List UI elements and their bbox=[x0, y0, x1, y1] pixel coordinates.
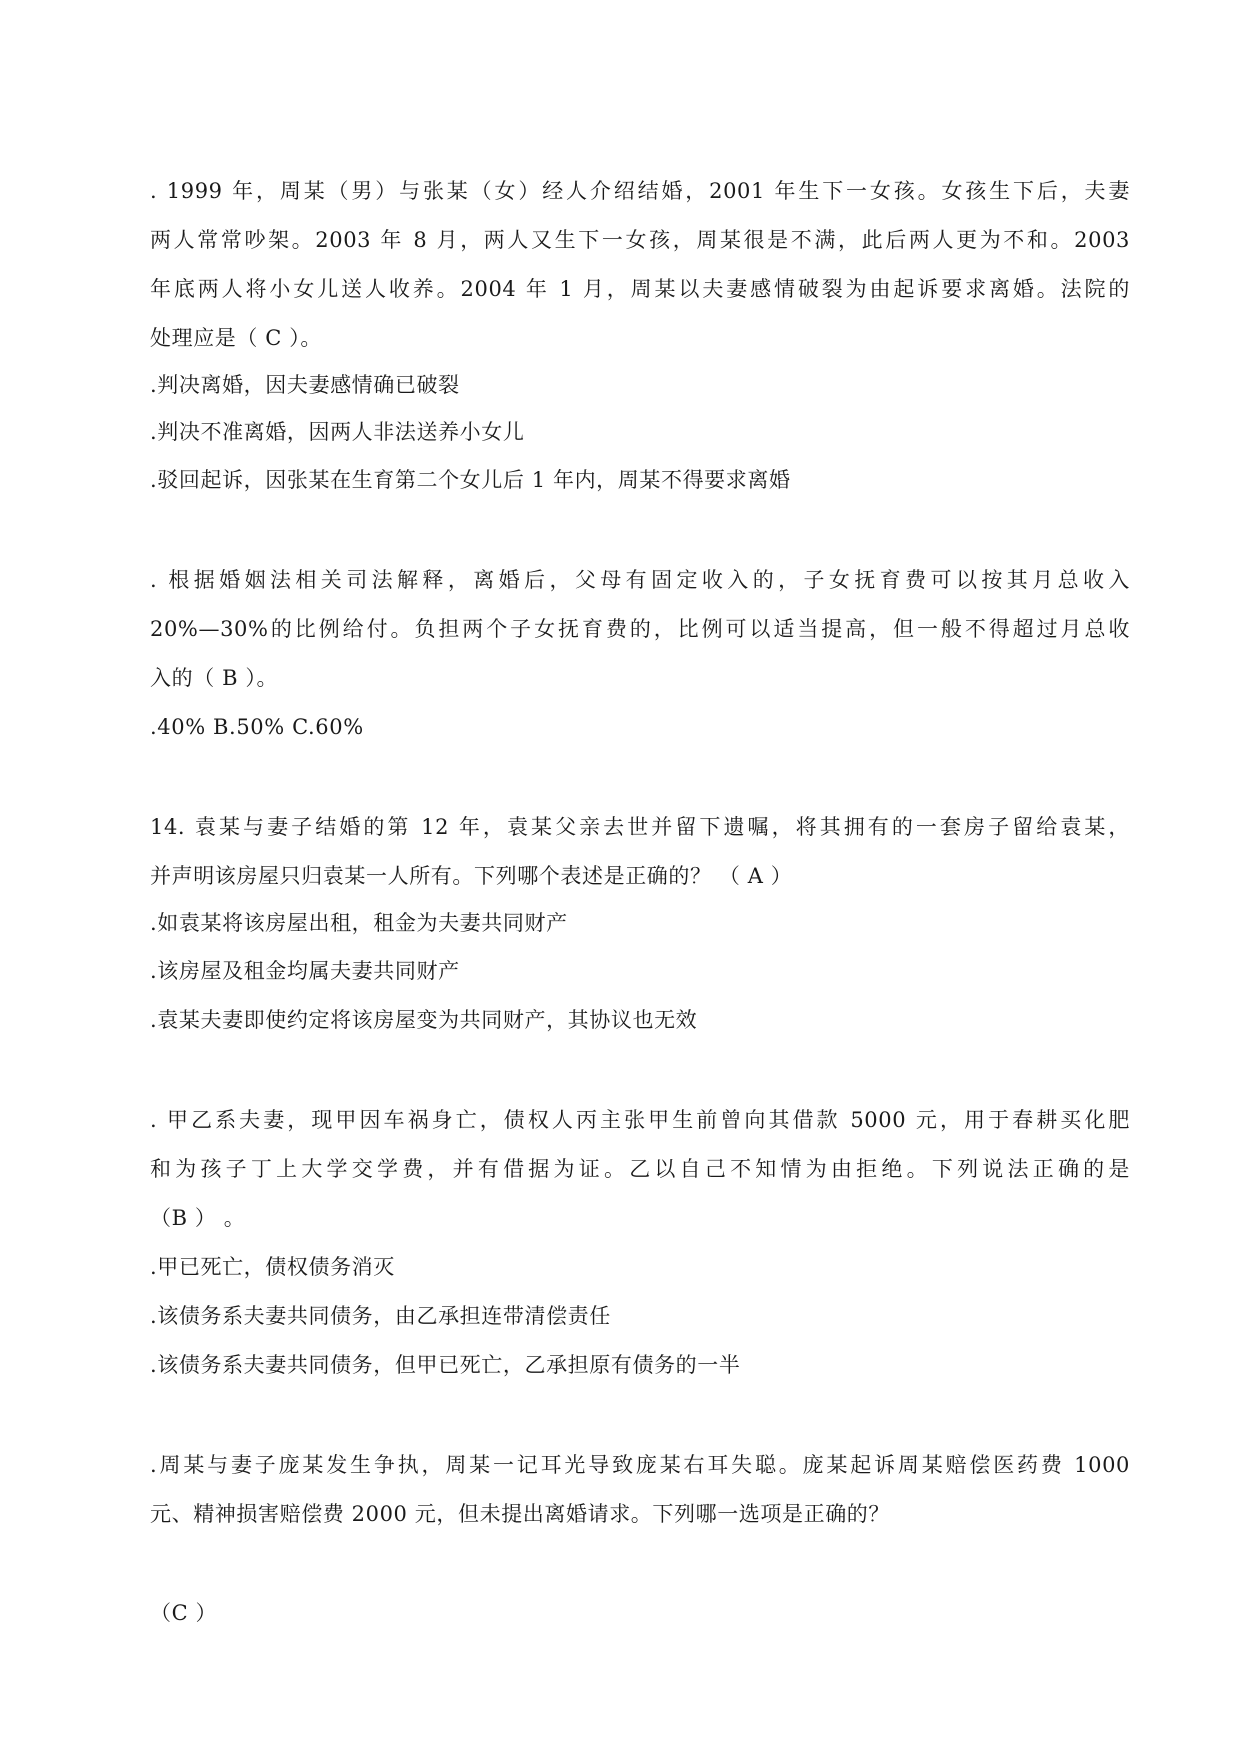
question-2-line-3: 入的（ B ）。 bbox=[150, 666, 279, 690]
question-4-option-3: .该债务系夫妻共同债务，但甲已死亡，乙承担原有债务的一半 bbox=[150, 1353, 741, 1377]
question-3-line-2: 并声明该房屋只归袁某一人所有。下列哪个表述是正确的？ （ A ） bbox=[150, 864, 793, 888]
question-2-option-1: .40% B.50% C.60% bbox=[150, 715, 364, 739]
question-2-line-2: 20%—30%的比例给付。负担两个子女抚育费的，比例可以适当提高，但一般不得超过月总收 bbox=[150, 617, 1130, 641]
question-3-option-2: .该房屋及租金均属夫妻共同财产 bbox=[150, 959, 460, 983]
question-1-option-1: .判决离婚，因夫妻感情确已破裂 bbox=[150, 373, 460, 397]
question-4-line-3: （B ） 。 bbox=[150, 1206, 246, 1230]
question-1-line-1: . 1999 年，周某（男）与张某（女）经人介绍结婚，2001 年生下一女孩。女孩生下后，夫妻 bbox=[150, 179, 1130, 203]
question-5-answer: （C ） bbox=[150, 1601, 218, 1625]
question-5-line-2: 元、精神损害赔偿费 2000 元，但未提出离婚请求。下列哪一选项是正确的？ bbox=[150, 1502, 890, 1526]
question-1-line-2: 两人常常吵架。2003 年 8 月，两人又生下一女孩，周某很是不满，此后两人更为不和。2003 bbox=[150, 228, 1130, 252]
question-4-line-1: . 甲乙系夫妻，现甲因车祸身亡，债权人丙主张甲生前曾向其借款 5000 元，用于春耕买化肥 bbox=[150, 1108, 1130, 1132]
question-1-line-3: 年底两人将小女儿送人收养。2004 年 1 月，周某以夫妻感情破裂为由起诉要求离婚。法院的 bbox=[150, 277, 1130, 301]
question-3-line-1: 14. 袁某与妻子结婚的第 12 年，袁某父亲去世并留下遗嘱，将其拥有的一套房子留给袁某， bbox=[150, 815, 1130, 839]
question-5-line-1: .周某与妻子庞某发生争执，周某一记耳光导致庞某右耳失聪。庞某起诉周某赔偿医药费 1000 bbox=[150, 1453, 1130, 1477]
question-4-option-1: .甲已死亡，债权债务消灭 bbox=[150, 1255, 395, 1279]
question-1-line-4: 处理应是（ C ）。 bbox=[150, 326, 322, 350]
question-3-option-1: .如袁某将该房屋出租，租金为夫妻共同财产 bbox=[150, 911, 568, 935]
question-2-line-1: . 根据婚姻法相关司法解释，离婚后，父母有固定收入的，子女抚育费可以按其月总收入 bbox=[150, 568, 1130, 592]
question-1-option-2: .判决不准离婚，因两人非法送养小女儿 bbox=[150, 420, 525, 444]
question-4-line-2: 和为孩子丁上大学交学费，并有借据为证。乙以自己不知情为由拒绝。下列说法正确的是 bbox=[150, 1157, 1130, 1181]
question-3-option-3: .袁某夫妻即使约定将该房屋变为共同财产，其协议也无效 bbox=[150, 1008, 698, 1032]
question-1-option-3: .驳回起诉，因张某在生育第二个女儿后 1 年内，周某不得要求离婚 bbox=[150, 468, 791, 492]
question-4-option-2: .该债务系夫妻共同债务，由乙承担连带清偿责任 bbox=[150, 1304, 611, 1328]
